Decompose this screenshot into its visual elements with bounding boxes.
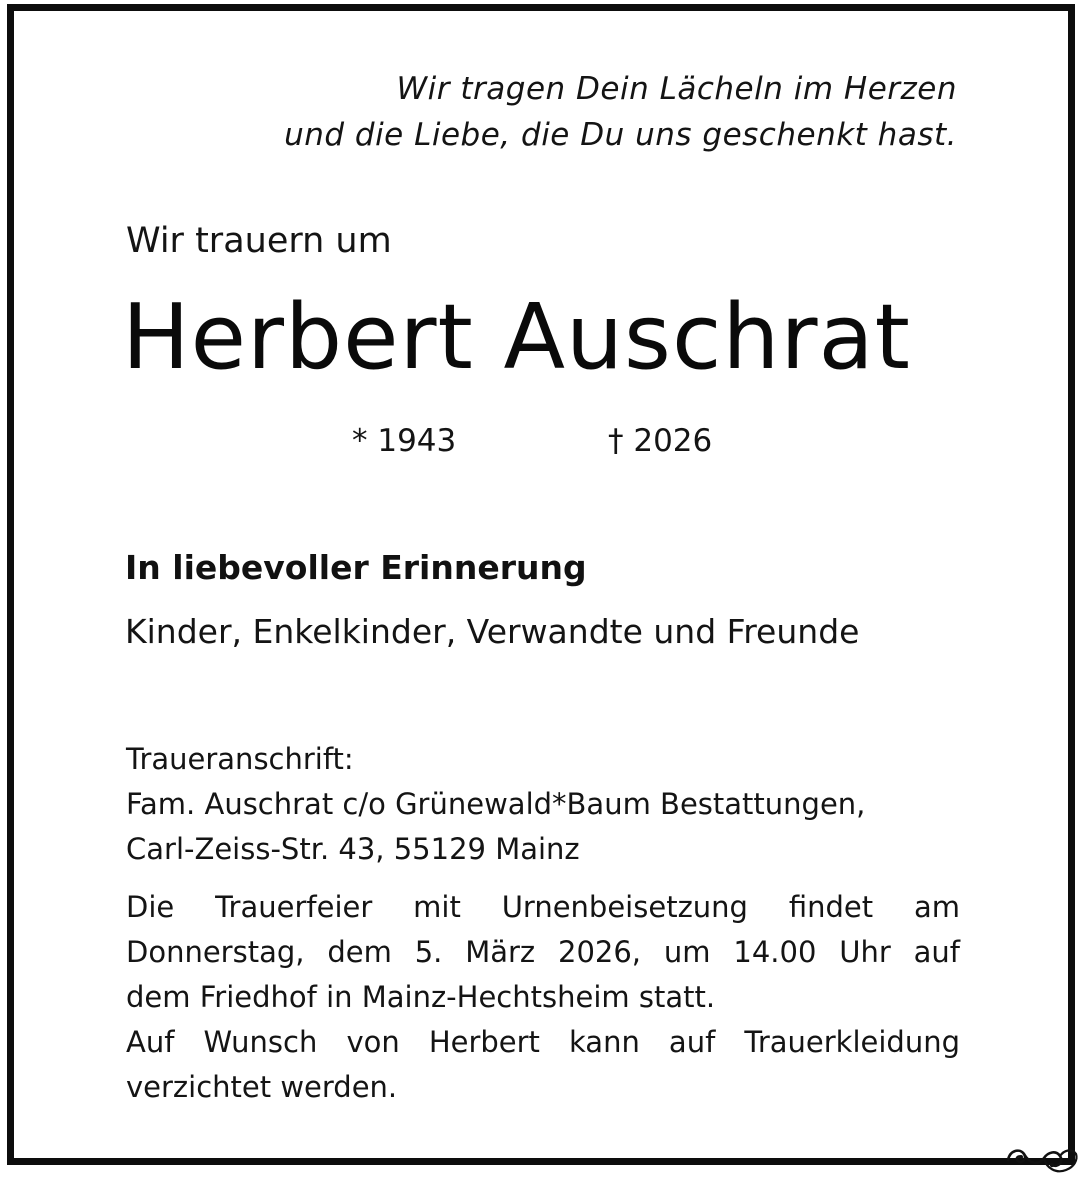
ceremony-line-5: verzichtet werden. <box>126 1070 398 1104</box>
ceremony-line-1: Die Trauerfeier mit Urnenbeisetzung findet am <box>126 890 960 924</box>
birth-year: * 1943 <box>352 423 457 459</box>
address-line-1: Fam. Auschrat c/o Grünewald*Baum Bestattungen, <box>126 787 866 821</box>
remembrance-heading: In liebevoller Erinnerung <box>125 548 587 587</box>
mourning-intro: Wir trauern um <box>126 221 392 261</box>
deceased-name: Herbert Auschrat <box>122 285 911 390</box>
mourning-address <box>126 737 960 872</box>
ceremony-line-3: dem Friedhof in Mainz-Hechtsheim statt. <box>126 980 716 1014</box>
quote-line-1: Wir tragen Dein Lächeln im Herzen <box>396 71 957 107</box>
flourish-ornament-icon <box>1004 1140 1082 1180</box>
address-line-2: Carl-Zeiss-Str. 43, 55129 Mainz <box>126 832 580 866</box>
memorial-quote <box>284 66 957 158</box>
ceremony-notice <box>126 885 960 1110</box>
address-label: Traueranschrift: <box>126 742 354 776</box>
quote-line-2: und die Liebe, die Du uns geschenkt hast. <box>284 117 957 153</box>
ceremony-line-2: Donnerstag, dem 5. März 2026, um 14.00 Uhr auf <box>126 935 960 969</box>
death-year: † 2026 <box>608 423 713 459</box>
mourners-list: Kinder, Enkelkinder, Verwandte und Freunde <box>125 612 860 651</box>
ceremony-line-4: Auf Wunsch von Herbert kann auf Trauerkleidung <box>126 1025 960 1059</box>
